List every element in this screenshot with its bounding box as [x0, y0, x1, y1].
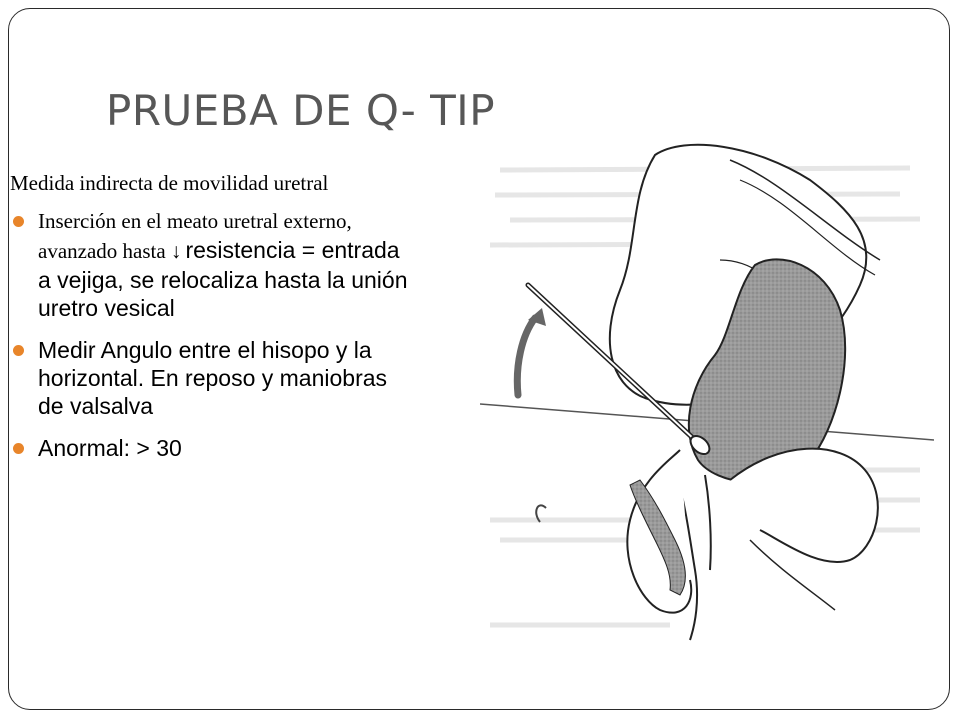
- bullet-serif-text: Inserción en el meato uretral externo, avanzado hasta ↓: [38, 209, 352, 263]
- slide-body: [10, 168, 410, 470]
- movement-arrow: [517, 318, 535, 395]
- bullet-text: Medir Angulo entre el hisopo y la horizontal. En reposo y maniobras de valsalva: [38, 337, 388, 419]
- anatomy-illustration: [480, 140, 934, 648]
- bullet-dot: [13, 443, 24, 454]
- bullet-item: [10, 206, 410, 322]
- intro-text: Medida indirecta de movilidad uretral: [10, 171, 329, 195]
- bullet-dot: [13, 216, 24, 227]
- bullet-item: [10, 336, 410, 420]
- bullet-text: Anormal: > 30: [38, 435, 182, 461]
- bullet-sans-text: resistencia = entrada a vejiga, se relocaliza hasta la unión uretro vesical: [38, 237, 408, 321]
- bullet-dot: [13, 345, 24, 356]
- slide-title: PRUEBA DE Q- TIP: [106, 86, 496, 135]
- bullet-item: [10, 434, 410, 462]
